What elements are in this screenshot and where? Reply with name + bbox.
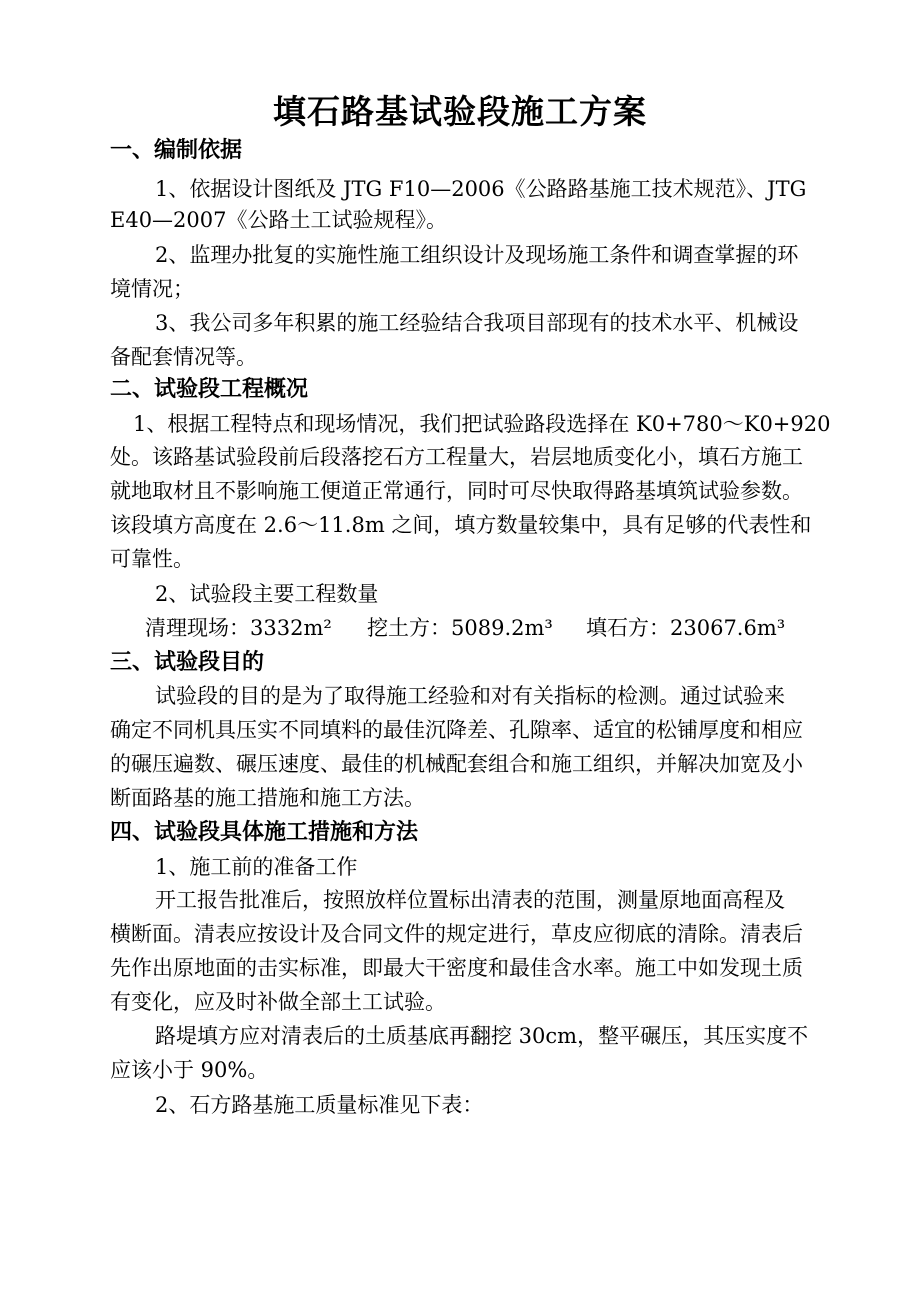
paragraph-line: 1、依据设计图纸及 JTG F10—2006《公路路基施工技术规范》、JTG bbox=[155, 177, 807, 201]
paragraph-line: 试验段的目的是为了取得施工经验和对有关指标的检测。通过试验来 bbox=[155, 684, 785, 708]
paragraph-line: 2、监理办批复的实施性施工组织设计及现场施工条件和调查掌握的环 bbox=[155, 243, 799, 267]
quantity-clearing: 清理现场：3332m² bbox=[145, 616, 332, 640]
paragraph-line: 应该小于 90%。 bbox=[110, 1058, 269, 1082]
section-heading-overview: 二、试验段工程概况 bbox=[110, 377, 309, 402]
paragraph-line: 确定不同机具压实不同填料的最佳沉降差、孔隙率、适宜的松铺厚度和相应 bbox=[110, 718, 803, 742]
paragraph-line: 该段填方高度在 2.6～11.8m 之间，填方数量较集中，具有足够的代表性和 bbox=[110, 513, 812, 537]
paragraph-line: 就地取材且不影响施工便道正常通行，同时可尽快取得路基填筑试验参数。 bbox=[110, 479, 803, 503]
paragraph-line: 有变化，应及时补做全部土工试验。 bbox=[110, 990, 446, 1014]
paragraph-line: 2、石方路基施工质量标准见下表： bbox=[155, 1093, 484, 1117]
paragraph-line: 横断面。清表应按设计及合同文件的规定进行，草皮应彻底的清除。清表后 bbox=[110, 922, 803, 946]
quantity-excavation: 挖土方：5089.2m³ bbox=[367, 616, 553, 640]
quantity-rockfill: 填石方：23067.6m³ bbox=[586, 616, 786, 640]
paragraph-line: 可靠性。 bbox=[110, 547, 194, 571]
paragraph-line: 处。该路基试验段前后段落挖石方工程量大，岩层地质变化小，填石方施工 bbox=[110, 445, 803, 469]
section-heading-purpose: 三、试验段目的 bbox=[110, 650, 265, 675]
paragraph-line: E40—2007《公路土工试验规程》。 bbox=[110, 208, 447, 232]
paragraph-line: 的碾压遍数、碾压速度、最佳的机械配套组合和施工组织，并解决加宽及小 bbox=[110, 752, 803, 776]
paragraph-line: 2、试验段主要工程数量 bbox=[155, 582, 379, 606]
paragraph-line: 备配套情况等。 bbox=[110, 345, 257, 369]
paragraph-line: 3、我公司多年积累的施工经验结合我项目部现有的技术水平、机械设 bbox=[155, 311, 799, 335]
document-title: 填石路基试验段施工方案 bbox=[273, 92, 647, 131]
section-heading-basis: 一、编制依据 bbox=[110, 138, 243, 163]
paragraph-line: 路堤填方应对清表后的土质基底再翻挖 30cm，整平碾压，其压实度不 bbox=[155, 1024, 809, 1048]
paragraph-line: 开工报告批准后，按照放样位置标出清表的范围，测量原地面高程及 bbox=[155, 888, 785, 912]
paragraph-line: 境情况； bbox=[110, 277, 194, 301]
paragraph-line: 1、施工前的准备工作 bbox=[155, 855, 358, 879]
section-heading-measures: 四、试验段具体施工措施和方法 bbox=[110, 820, 419, 845]
paragraph-line: 先作出原地面的击实标准，即最大干密度和最佳含水率。施工中如发现土质 bbox=[110, 956, 803, 980]
paragraph-line: 1、根据工程特点和现场情况，我们把试验路段选择在 K0+780～K0+920 bbox=[133, 412, 831, 436]
paragraph-line: 断面路基的施工措施和施工方法。 bbox=[110, 786, 425, 810]
